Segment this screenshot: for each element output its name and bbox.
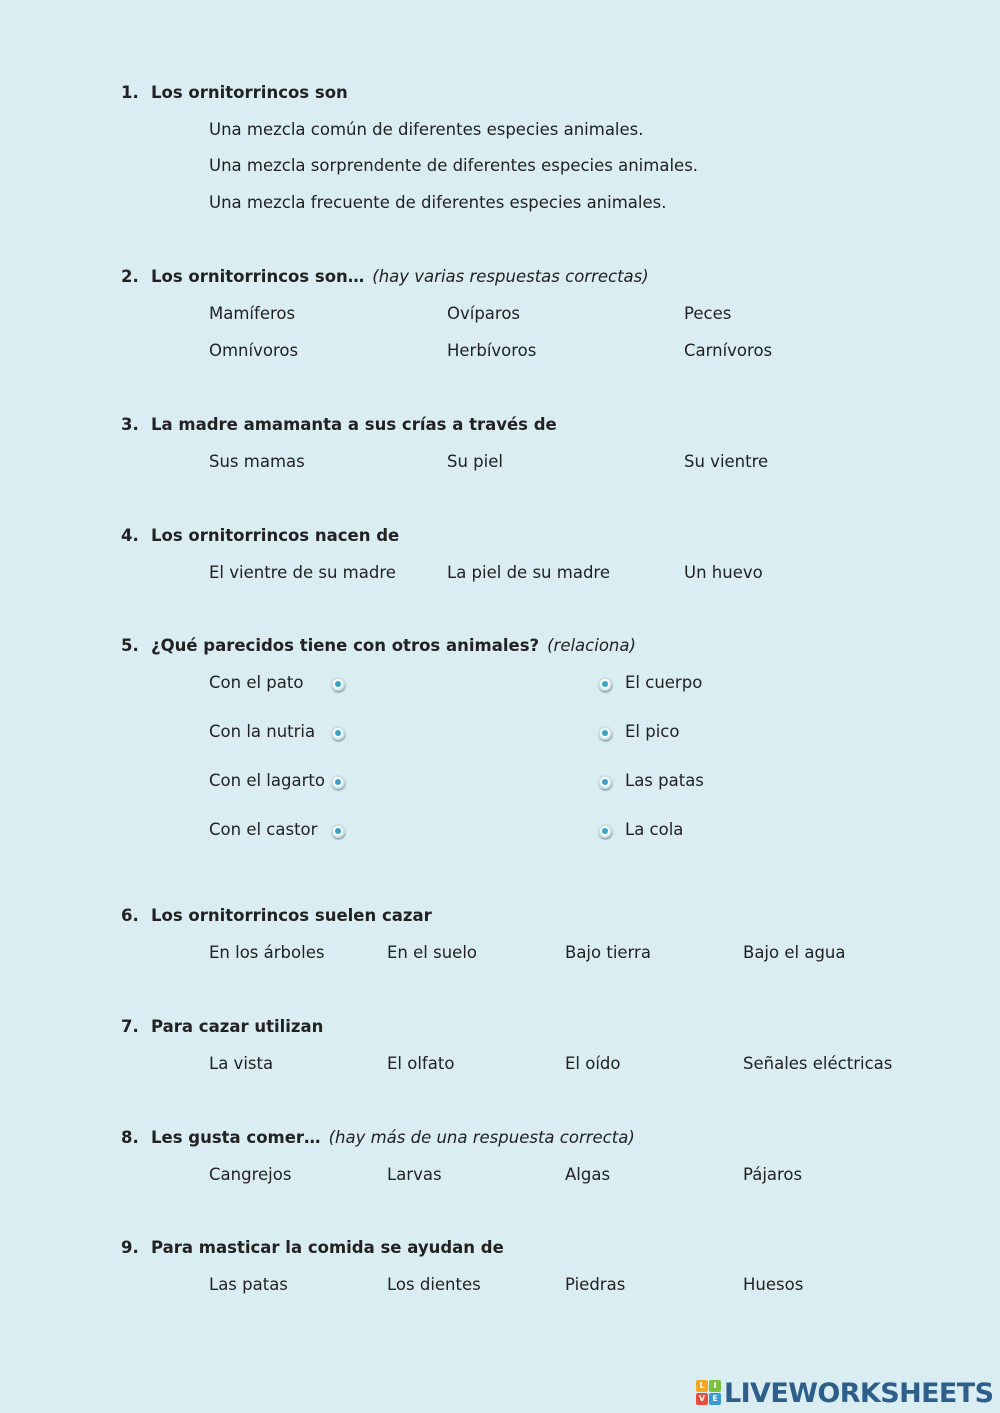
question-7-text: Para cazar utilizan bbox=[151, 1017, 324, 1036]
q8-option-3[interactable]: Algas bbox=[565, 1165, 611, 1184]
q5-right-item-pico: El pico bbox=[625, 722, 680, 741]
question-8-text: Les gusta comer… bbox=[151, 1128, 321, 1147]
q2-option-oviparos[interactable]: Ovíparos bbox=[447, 304, 521, 323]
q5-right-match-dot-1[interactable] bbox=[598, 677, 612, 691]
q5-left-item-pato: Con el pato bbox=[209, 673, 304, 692]
q1-option-1[interactable]: Una mezcla común de diferentes especies animales. bbox=[209, 120, 644, 139]
q5-right-item-cola: La cola bbox=[625, 820, 684, 839]
q5-left-item-lagarto: Con el lagarto bbox=[209, 771, 325, 790]
question-9-text: Para masticar la comida se ayudan de bbox=[151, 1238, 504, 1257]
question-6-text: Los ornitorrincos suelen cazar bbox=[151, 906, 432, 925]
liveworksheets-logo-icon: L I V E bbox=[696, 1380, 722, 1406]
q9-option-4[interactable]: Huesos bbox=[743, 1275, 804, 1294]
question-4-title: 4. Los ornitorrincos nacen de bbox=[121, 526, 400, 545]
q2-option-mamiferos[interactable]: Mamíferos bbox=[209, 304, 296, 323]
question-5-text: ¿Qué parecidos tiene con otros animales? bbox=[151, 636, 540, 655]
question-2-text: Los ornitorrincos son… bbox=[151, 267, 365, 286]
q5-right-item-cuerpo: El cuerpo bbox=[625, 673, 703, 692]
q4-option-1[interactable]: El vientre de su madre bbox=[209, 563, 396, 582]
question-8-title: 8. Les gusta comer… (hay más de una respuesta correcta) bbox=[121, 1128, 635, 1147]
question-8-note: (hay más de una respuesta correcta) bbox=[328, 1128, 635, 1147]
q5-left-item-castor: Con el castor bbox=[209, 820, 318, 839]
q1-option-3[interactable]: Una mezcla frecuente de diferentes especies animales. bbox=[209, 193, 667, 212]
q7-option-4[interactable]: Señales eléctricas bbox=[743, 1054, 893, 1073]
question-5-title: 5. ¿Qué parecidos tiene con otros animales? (relaciona) bbox=[121, 636, 636, 655]
q5-right-item-patas: Las patas bbox=[625, 771, 704, 790]
q3-option-1[interactable]: Sus mamas bbox=[209, 452, 305, 471]
q9-option-2[interactable]: Los dientes bbox=[387, 1275, 481, 1294]
q5-right-match-dot-3[interactable] bbox=[598, 775, 612, 789]
q5-right-match-dot-4[interactable] bbox=[598, 824, 612, 838]
q5-right-match-dot-2[interactable] bbox=[598, 726, 612, 740]
q9-option-3[interactable]: Piedras bbox=[565, 1275, 626, 1294]
q2-option-peces[interactable]: Peces bbox=[684, 304, 732, 323]
q8-option-4[interactable]: Pájaros bbox=[743, 1165, 803, 1184]
q8-option-1[interactable]: Cangrejos bbox=[209, 1165, 292, 1184]
q4-option-3[interactable]: Un huevo bbox=[684, 563, 763, 582]
q1-option-2[interactable]: Una mezcla sorprendente de diferentes especies animales. bbox=[209, 156, 699, 175]
question-2-title: 2. Los ornitorrincos son… (hay varias respuestas correctas) bbox=[121, 267, 649, 286]
question-6-title: 6. Los ornitorrincos suelen cazar bbox=[121, 906, 432, 925]
question-1-title: 1. Los ornitorrincos son bbox=[121, 83, 348, 102]
q5-left-match-dot-4[interactable] bbox=[331, 824, 345, 838]
q6-option-3[interactable]: Bajo tierra bbox=[565, 943, 651, 962]
q6-option-2[interactable]: En el suelo bbox=[387, 943, 477, 962]
question-1-text: Los ornitorrincos son bbox=[151, 83, 348, 102]
question-3-title: 3. La madre amamanta a sus crías a través de bbox=[121, 415, 557, 434]
q3-option-2[interactable]: Su piel bbox=[447, 452, 503, 471]
q9-option-1[interactable]: Las patas bbox=[209, 1275, 288, 1294]
q7-option-3[interactable]: El oído bbox=[565, 1054, 621, 1073]
q4-option-2[interactable]: La piel de su madre bbox=[447, 563, 610, 582]
q7-option-1[interactable]: La vista bbox=[209, 1054, 274, 1073]
question-3-text: La madre amamanta a sus crías a través de bbox=[151, 415, 557, 434]
q6-option-1[interactable]: En los árboles bbox=[209, 943, 325, 962]
q6-option-4[interactable]: Bajo el agua bbox=[743, 943, 846, 962]
q2-option-omnivoros[interactable]: Omnívoros bbox=[209, 341, 299, 360]
liveworksheets-logo bbox=[696, 1376, 993, 1410]
q2-option-carnivoros[interactable]: Carnívoros bbox=[684, 341, 773, 360]
q5-left-item-nutria: Con la nutria bbox=[209, 722, 316, 741]
q8-option-2[interactable]: Larvas bbox=[387, 1165, 442, 1184]
q7-option-2[interactable]: El olfato bbox=[387, 1054, 455, 1073]
q5-left-match-dot-1[interactable] bbox=[331, 677, 345, 691]
question-7-title: 7. Para cazar utilizan bbox=[121, 1017, 324, 1036]
q5-left-match-dot-3[interactable] bbox=[331, 775, 345, 789]
question-9-title: 9. Para masticar la comida se ayudan de bbox=[121, 1238, 504, 1257]
q5-left-match-dot-2[interactable] bbox=[331, 726, 345, 740]
q3-option-3[interactable]: Su vientre bbox=[684, 452, 769, 471]
liveworksheets-logo-text: LIVEWORKSHEETS bbox=[724, 1377, 994, 1409]
question-2-note: (hay varias respuestas correctas) bbox=[372, 267, 649, 286]
question-5-note: (relaciona) bbox=[547, 636, 636, 655]
question-4-text: Los ornitorrincos nacen de bbox=[151, 526, 400, 545]
q2-option-herbivoros[interactable]: Herbívoros bbox=[447, 341, 537, 360]
